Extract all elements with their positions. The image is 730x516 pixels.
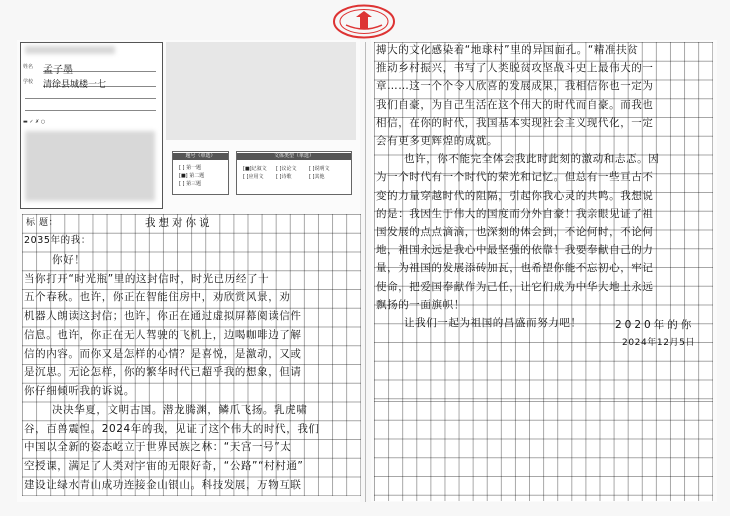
type-box-title: 文体类型（单选） [237,153,351,160]
essay-line-right: 让我们一起为祖国的昌盛而努力吧！ [404,317,582,329]
essay-line-right: 为一个时代有一个时代的荣光和记忆。但总有一些亘古不 [376,171,654,184]
topic-item-1[interactable]: [ ] 第一题 [179,165,202,171]
writing-grid-right-blank [374,401,713,501]
type-item-3-label: 说明文 [314,166,330,172]
essay-line-right: 地，祖国永远是我心中最坚强的依靠！我要奉献自己的力 [376,244,654,257]
topic-item-3[interactable]: [ ] 第三题 [179,181,202,187]
essay-line-left: 信的内容。而你又是怎样的心情？是喜悦，是激动，又或 [24,347,302,360]
essay-line-right: 量，为祖国的发展添砖加瓦，也希望你能不忘初心，牢记 [376,262,654,275]
redacted-instructions [25,131,155,201]
essay-line-right: 推动乡村振兴，书写了人类脱贫攻坚战斗史上最伟大的一 [376,62,654,75]
essay-line-left: 五个春秋。也许，你正在智能住房中，劝欣赏风景，劝 [24,291,291,304]
essay-line-left: 机器人朗读这封信；也许，你正在通过虚拟屏幕阅读信件 [24,310,302,322]
topic-box-title: 题号（单选） [173,153,228,160]
fill-sample: ▬ ✓ ✗ ○ [23,119,46,125]
topic-item-1-label: 第一题 [186,165,202,171]
essay-line-right: 会有更多更辉煌的成就。 [376,135,499,147]
essay-line-right: 飘扬的一面旗帜！ [376,298,465,311]
type-item-3[interactable]: [ ]说明文 [309,166,330,172]
essay-line-right: 的是：我因生于伟大的国度而分外自豪！我亲眼见证了祖 [376,207,654,220]
topic-item-2-label: 第二题 [189,173,205,179]
essay-line-right: 使命，把爱国奉献作为己任，让它们成为中华大地上永远 [376,280,654,293]
name-value: 孟子墨 [43,65,73,76]
essay-line-right: 相信，在你的时代，我国基本实现社会主义现代化，一定 [376,116,654,129]
signature: 2020年的你 [615,319,695,331]
date: 2024年12月5日 [622,338,696,348]
essay-line-left: 你仔细倾听我的诉说。 [24,385,135,397]
essay-line-left: 是沉思。无论怎样，你的繁华时代已超乎我的想象，但请 [24,366,302,379]
essay-line-right: 章……这一个个令人欣喜的发展成果，我相信你也一定为 [376,80,654,93]
school-logo-icon [332,3,396,40]
type-item-1[interactable]: [■]记叙文 [243,166,267,172]
title-label: 标 题： [26,218,59,228]
essay-line-left: 你好！ [52,253,86,266]
essay-title: 我想对你说 [145,217,213,229]
redacted-barcode-area [166,42,356,140]
essay-line-right: 国发展的点点滴滴，也深刻的体会到，不论何时，不论何 [376,226,654,238]
type-item-6[interactable]: [ ]其他 [309,174,325,180]
id-line [25,98,156,99]
essay-line-left: 当你打开“时光瓶”里的这封信时，时光已历经了十 [24,272,270,285]
essay-line-right: 变的力量穿越时代的阻隔，引起你我心灵的共鸣。我想说 [376,189,654,202]
essay-line-left: 中国以全新的姿态屹立于世界民族之林：“天宫一号”太 [24,441,292,454]
redacted-header [25,46,115,54]
genre-choice-box [236,151,352,195]
school-label: 学校 [23,79,34,85]
essay-line-left: 信息。也许，你正在无人驾驶的飞机上，边喝咖啡边了解 [24,328,302,341]
exam-line [25,110,156,111]
type-item-1-label: 记叙文 [251,166,267,172]
type-item-5[interactable]: [ ]诗歌 [276,174,292,180]
essay-line-left: 谷，百兽震惶。2024年的我，见证了这个伟大的时代，我们 [24,422,320,435]
essay-line-left: 决决华夏，文明古国。潜龙腾渊，鳞爪飞扬。乳虎啸 [52,403,308,416]
essay-line-left: 空授课，满足了人类对宇宙的无限好奇，“公路”“村村通” [24,460,304,472]
page-divider [365,42,366,502]
type-item-6-label: 其他 [314,174,325,180]
topic-item-3-label: 第三题 [186,181,202,187]
school-value: 清徐县城楼一七 [43,80,107,90]
essay-line-right: 搏大的文化感染着“地球村”里的异国面孔。“精准扶贫 [376,44,639,56]
essay-line-left: 2035年的我： [24,235,91,246]
essay-line-left: 建设让绿水青山成功连接金山银山。科技发展，万物互联 [24,478,302,491]
type-item-4-label: 应用文 [248,174,264,180]
essay-line-right: 我们自豪，为自己生活在这个伟大的时代而自豪。而我也 [376,98,654,111]
name-label: 姓名 [23,64,34,70]
type-item-2[interactable]: [ ]议论文 [276,166,297,172]
type-item-5-label: 诗歌 [281,174,292,180]
essay-line-right: 也许，你不能完全体会我此时此刻的激动和忐忑。因 [404,153,660,166]
type-item-4[interactable]: [ ]应用文 [243,174,264,180]
topic-item-2[interactable]: [■] 第二题 [179,173,205,179]
student-info-box [20,42,163,209]
type-item-2-label: 议论文 [281,166,297,172]
topic-choice-box [172,151,229,195]
